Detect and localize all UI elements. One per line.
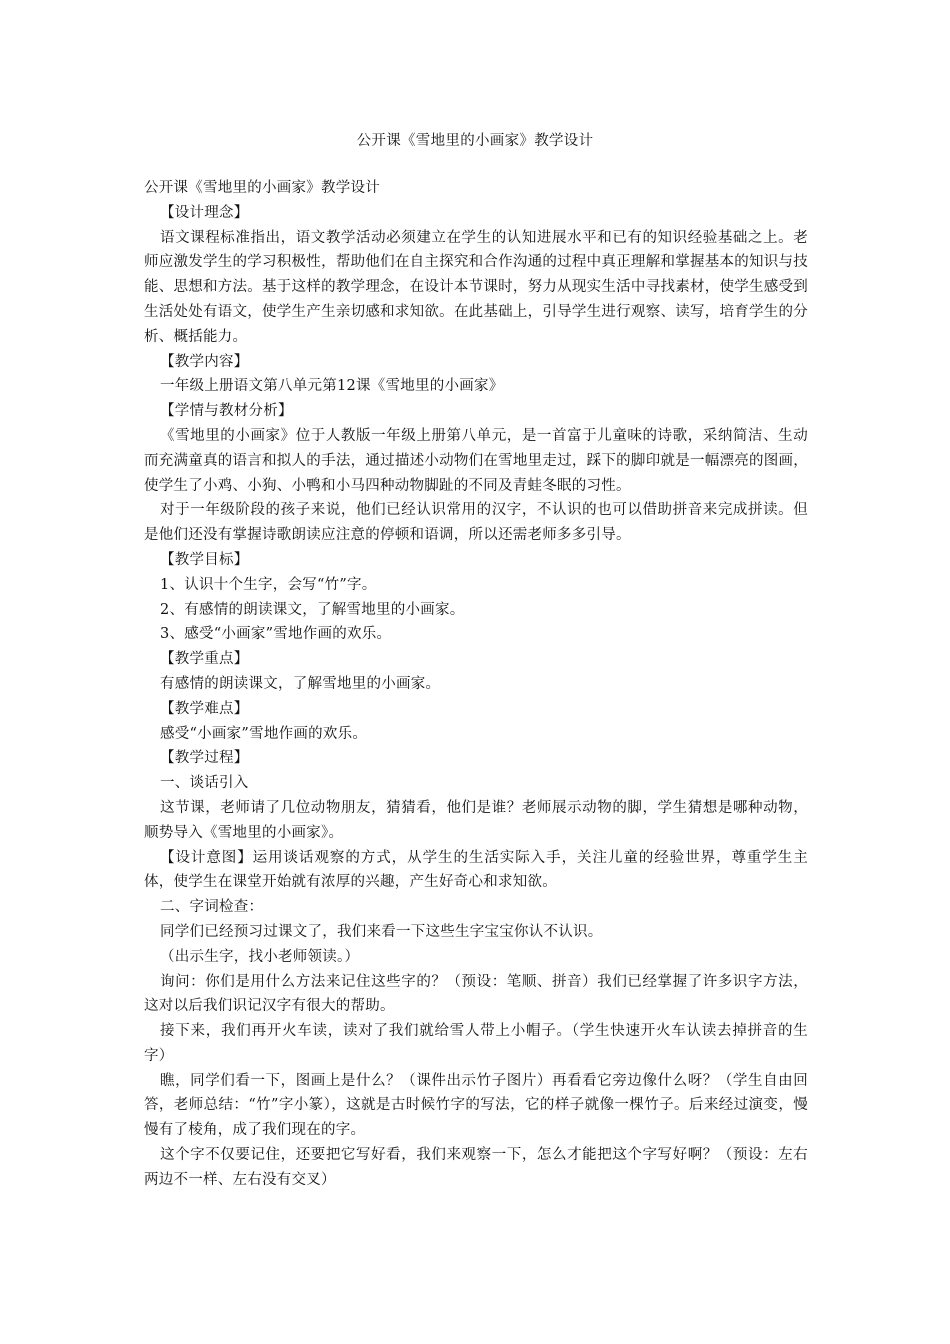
paragraph: 接下来，我们再开火车读，读对了我们就给雪人带上小帽子。（学生快速开火车认读去掉拼音的生字） <box>144 1023 808 1064</box>
paragraph: 一、谈话引入 <box>160 775 249 792</box>
paragraph: 二、字词检查： <box>160 899 264 916</box>
paragraph: 《雪地里的小画家》位于人教版一年级上册第八单元，是一首富于儿童味的诗歌，采纳简洁、生动而充满童真的语言和拟人的手法，通过描述小动物们在雪地里走过，踩下的脚印就是一幅漂亮的图画，使学生了小鸡、小狗、小鸭和小马四种动物脚趾的不同及青蛙冬眠的习性。 <box>144 427 808 494</box>
paragraph: 瞧，同学们看一下，图画上是什么？（课件出示竹子图片）再看看它旁边像什么呀？（学生自由回答，老师总结：“竹”字小篆），这就是古时候竹字的写法，它的样子就像一棵竹子。后来经过演变，慢慢有了棱角，成了我们现在的字。 <box>144 1072 808 1139</box>
paragraph: 感受“小画家”雪地作画的欢乐。 <box>160 725 368 742</box>
paragraph: 公开课《雪地里的小画家》教学设计 <box>144 180 380 196</box>
paragraph: 这节课，老师请了几位动物朋友，猜猜看，他们是谁？老师展示动物的脚，学生猜想是哪种动物，顺势导入《雪地里的小画家》。 <box>144 799 808 841</box>
paragraph: （出示生字，找小老师领读。） <box>160 948 360 965</box>
paragraph: 询问：你们是用什么方法来记住这些字的？（预设：笔顺、拼音）我们已经掌握了许多识字方法，这对以后我们识记汉字有很大的帮助。 <box>144 973 808 1015</box>
paragraph: 3、感受“小画家”雪地作画的欢乐。 <box>160 626 392 643</box>
paragraph: 同学们已经预习过课文了，我们来看一下这些生字宝宝你认不认识。 <box>160 923 603 940</box>
paragraph: 对于一年级阶段的孩子来说，他们已经认识常用的汉字，不认识的也可以借助拼音来完成拼读。但是他们还没有掌握诗歌朗读应注意的停顿和语调，所以还需老师多多引导。 <box>144 502 808 544</box>
paragraph: 【教学重点】 <box>160 651 249 668</box>
paragraph: 【教学难点】 <box>160 700 249 717</box>
paragraph: 【设计意图】运用谈话观察的方式，从学生的生活实际入手，关注儿童的经验世界，尊重学生主体，使学生在课堂开始就有浓厚的兴趣，产生好奇心和求知欲。 <box>144 849 808 891</box>
paragraph: 有感情的朗读课文，了解雪地里的小画家。 <box>160 675 441 692</box>
paragraph: 2、有感情的朗读课文，了解雪地里的小画家。 <box>160 601 465 618</box>
paragraph: 【教学内容】 <box>160 353 249 370</box>
paragraph: 【教学过程】 <box>160 750 249 767</box>
document-body <box>144 176 808 1193</box>
paragraph: 【教学目标】 <box>160 551 249 568</box>
document-title: 公开课《雪地里的小画家》教学设计 <box>356 133 594 149</box>
paragraph: 语文课程标准指出，语文教学活动必须建立在学生的认知进展水平和已有的知识经验基础之上。老师应激发学生的学习积极性，帮助他们在自主探究和合作沟通的过程中真正理解和掌握基本的知识与技能、思想和方法。基于这样的教学理念，在设计本节课时，努力从现实生活中寻找素材，使学生感受到生活处处有语文，使学生产生亲切感和求知欲。在此基础上，引导学生进行观察、读写，培育学生的分析、概括能力。 <box>144 229 808 345</box>
paragraph: 【设计理念】 <box>160 204 249 221</box>
paragraph: 1、认识十个生字，会写“竹”字。 <box>160 576 377 593</box>
paragraph: 这个字不仅要记住，还要把它写好看，我们来观察一下，怎么才能把这个字写好啊？（预设：左右两边不一样、左右没有交叉） <box>144 1147 808 1188</box>
paragraph: 一年级上册语文第八单元第12课《雪地里的小画家》 <box>160 378 504 395</box>
paragraph: 【学情与教材分析】 <box>160 403 293 420</box>
